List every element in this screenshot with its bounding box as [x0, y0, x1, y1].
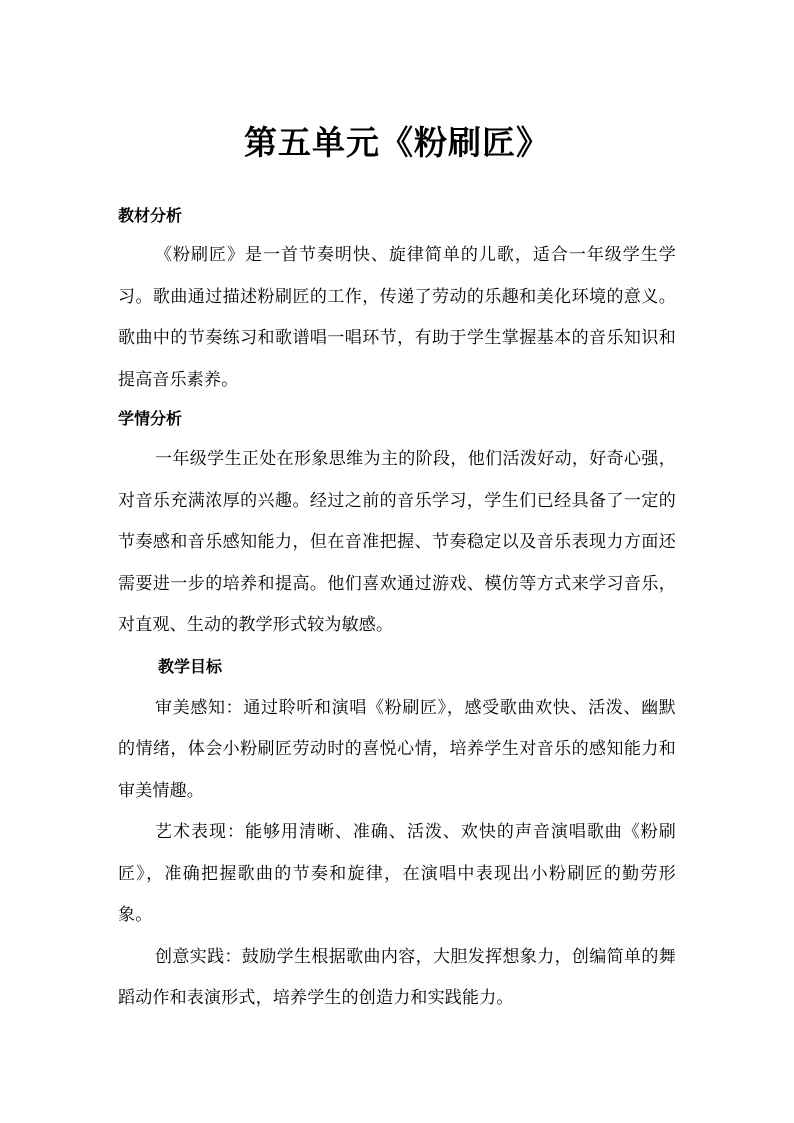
paragraph-goal-aesthetic-perception: 审美感知：通过聆听和演唱《粉刷匠》，感受歌曲欢快、活泼、幽默的情绪，体会小粉刷匠劳动时的喜悦心情，培养学生对音乐的感知能力和审美情趣。: [118, 697, 676, 801]
section-heading-textbook-analysis: 教材分析: [118, 206, 183, 225]
page-title: 第五单元《粉刷匠》: [244, 123, 550, 162]
paragraph-textbook-analysis: 《粉刷匠》是一首节奏明快、旋律简单的儿歌，适合一年级学生学习。歌曲通过描述粉刷匠的工作，传递了劳动的乐趣和美化环境的意义。歌曲中的节奏练习和歌谱唱一唱环节，有助于学生掌握基本的音乐知识和提高音乐素养。: [118, 245, 676, 390]
section-heading-student-analysis: 学情分析: [118, 409, 183, 428]
paragraph-goal-artistic-expression: 艺术表现：能够用清晰、准确、活泼、欢快的声音演唱歌曲《粉刷匠》，准确把握歌曲的节奏和旋律，在演唱中表现出小粉刷匠的勤劳形象。: [118, 822, 676, 925]
paragraph-goal-creative-practice: 创意实践：鼓励学生根据歌曲内容，大胆发挥想象力，创编简单的舞蹈动作和表演形式，培养学生的创造力和实践能力。: [118, 946, 676, 1008]
section-heading-teaching-goals: 教学目标: [158, 656, 223, 676]
paragraph-student-analysis: 一年级学生正处在形象思维为主的阶段，他们活泼好动，好奇心强，对音乐充满浓厚的兴趣。经过之前的音乐学习，学生们已经具备了一定的节奏感和音乐感知能力，但在音准把握、节奏稳定以及音乐表现力方面还需要进一步的培养和提高。他们喜欢通过游戏、模仿等方式来学习音乐，对直观、生动的教学形式较为敏感。: [118, 449, 676, 635]
